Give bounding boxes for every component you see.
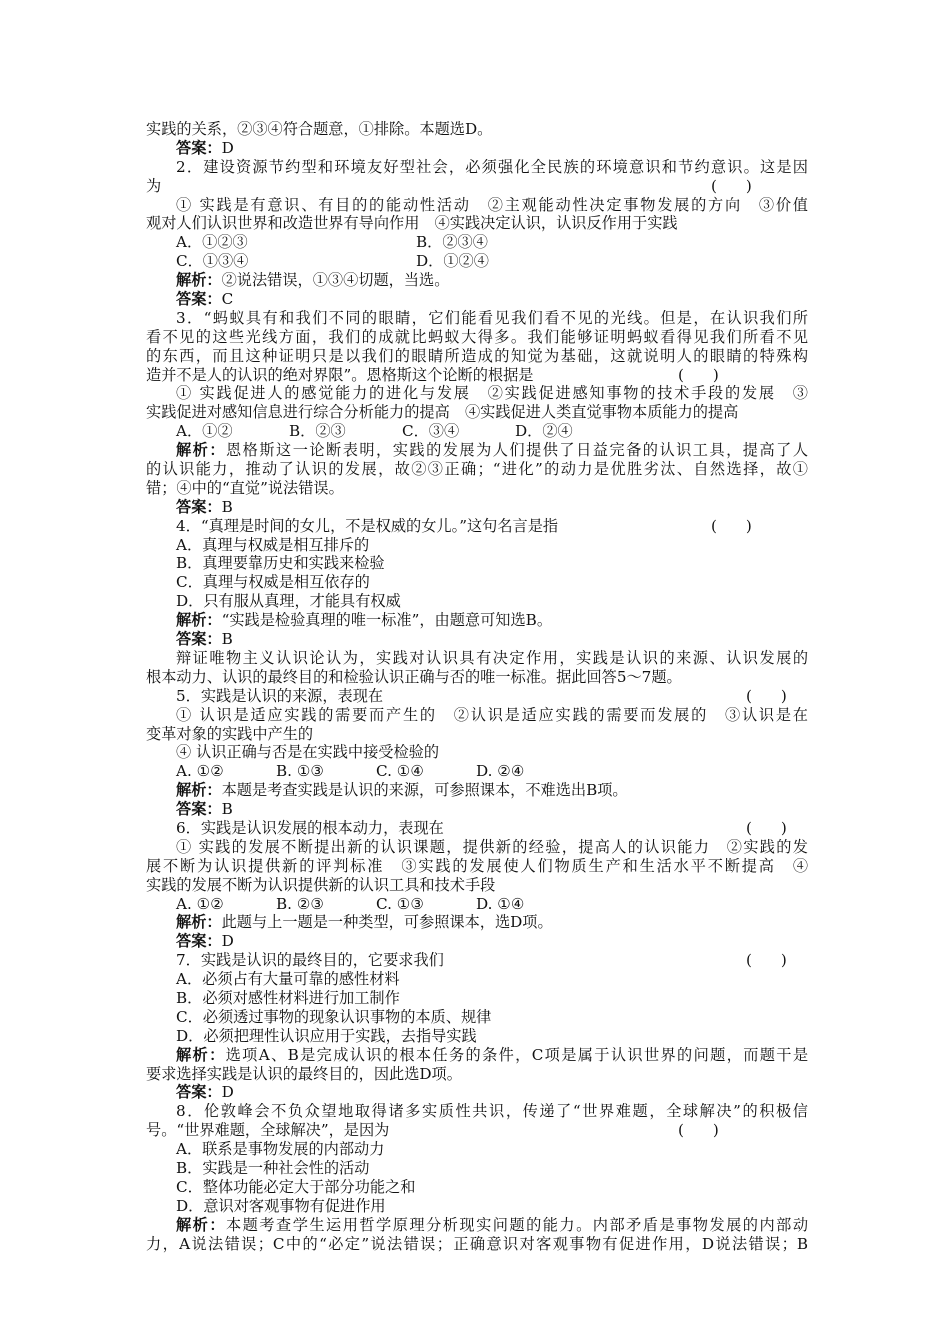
line-text: D — [221, 932, 234, 951]
text-line — [146, 366, 808, 385]
label: 答案： — [176, 630, 222, 649]
line-text: 的认识能力，推动了认识的发展，故②③正确；“进化”的动力是优胜劣汰、自然选择，故① — [146, 460, 808, 479]
label: 解析： — [176, 611, 222, 630]
label: 解析： — [176, 271, 222, 290]
line-text: “实践是检验真理的唯一标准”，由题意可知选B。 — [221, 611, 553, 630]
text-line — [146, 479, 808, 498]
line-text: A．必须占有大量可靠的感性材料 — [176, 970, 400, 989]
line-text: B．必须对感性材料进行加工制作 — [176, 988, 400, 1007]
line-text: D．意识对客观事物有促进作用 — [176, 1196, 386, 1215]
document-page — [146, 120, 808, 1253]
text-line — [146, 139, 808, 158]
text-line — [146, 781, 808, 800]
text-line — [146, 384, 808, 403]
line-text: 7．实践是认识的最终目的，它要求我们 — [176, 951, 444, 970]
text-line — [146, 290, 808, 309]
line-text: A．真理与权威是相互排斥的 — [176, 535, 370, 554]
line-text: ① 实践是有意识、有目的的能动性活动 ②主观能动性决定事物发展的方向 ③价值 — [176, 195, 808, 214]
option: C．③④ — [402, 422, 460, 441]
text-line — [146, 743, 808, 762]
line-text: 变革对象的实践中产生的 — [146, 724, 314, 743]
label: 答案： — [176, 932, 222, 951]
line-text: 根本动力、认识的最终目的和检验认识正确与否的唯一标准。据此回答5～7题。 — [146, 667, 682, 686]
label: 解析： — [176, 1215, 227, 1234]
option: D．①②④ — [416, 252, 489, 271]
line-text: 2．建设资源节约型和环境友好型社会，必须强化全民族的环境意识和节约意识。这是因 — [176, 157, 808, 176]
line-text: 实践的发展不断为认识提供新的认识工具和技术手段 — [146, 875, 496, 894]
text-line — [146, 177, 808, 196]
text-line — [146, 214, 808, 233]
line-text: 本题是考查实践是认识的来源，可参照课本，不难选出B项。 — [221, 781, 628, 800]
line-text: 力，A说法错误；C中的“必定”说法错误；正确意识对客观事物有促进作用，D说法错误；B — [146, 1234, 808, 1253]
text-line — [146, 554, 808, 573]
label: 答案： — [176, 138, 222, 157]
text-line — [146, 573, 808, 592]
text-line — [146, 592, 808, 611]
line-text: B — [221, 800, 233, 819]
line-text: 为 — [146, 176, 162, 195]
line-text: 5．实践是认识的来源，表现在 — [176, 686, 384, 705]
line-text: 错；④中的“直觉”说法错误。 — [146, 478, 344, 497]
line-text: A．联系是事物发展的内部动力 — [176, 1140, 385, 1159]
line-text: C．必须透过事物的现象认识事物的本质、规律 — [176, 1007, 492, 1026]
text-line — [146, 498, 808, 517]
label: 解析： — [176, 441, 227, 460]
label: 答案： — [176, 290, 222, 309]
option: A．①② — [176, 422, 233, 441]
text-line — [146, 970, 808, 989]
line-text: D — [221, 1083, 234, 1102]
line-text: 号。“世界难题，全球解决”，是因为 — [146, 1121, 390, 1140]
line-text: B — [221, 630, 233, 649]
text-line — [146, 422, 808, 441]
text-line — [146, 1235, 808, 1254]
text-line — [146, 649, 808, 668]
text-line — [146, 687, 808, 706]
option: B. ①③ — [276, 762, 325, 781]
option: C. ①④ — [376, 762, 424, 781]
text-line — [146, 1216, 808, 1235]
option: B. ②③ — [276, 894, 325, 913]
text-line — [146, 1159, 808, 1178]
text-line — [146, 800, 808, 819]
line-text: C．真理与权威是相互依存的 — [176, 573, 370, 592]
answer-bracket: ( ) — [678, 1121, 719, 1140]
line-text: 8．伦敦峰会不负众望地取得诸多实质性共识，传递了“世界难题，全球解决”的积极信 — [176, 1102, 808, 1121]
text-line — [146, 1121, 808, 1140]
text-line — [146, 932, 808, 951]
line-text: 要求选择实践是认识的最终目的，因此选D项。 — [146, 1064, 462, 1083]
line-text: 的东西，而且这种证明只是以我们的眼睛所造成的知觉为基础，这就说明人的眼睛的特殊构 — [146, 346, 808, 365]
text-line — [146, 1046, 808, 1065]
label: 答案： — [176, 800, 222, 819]
line-text: ②说法错误，①③④切题，当选。 — [221, 271, 450, 290]
text-line — [146, 819, 808, 838]
text-line — [146, 1065, 808, 1084]
text-line — [146, 1102, 808, 1121]
line-text: B．真理要靠历史和实践来检验 — [176, 554, 385, 573]
line-text: B．实践是一种社会性的活动 — [176, 1158, 370, 1177]
line-text: 实践的关系，②③④符合题意，①排除。本题选D。 — [146, 120, 493, 138]
text-line — [146, 271, 808, 290]
text-line — [146, 403, 808, 422]
text-line — [146, 196, 808, 215]
text-line — [146, 762, 808, 781]
text-line — [146, 309, 808, 328]
line-text: D — [221, 138, 234, 157]
line-text: 造并不是人的认识的绝对界限”。恩格斯这个论断的根据是 — [146, 365, 534, 384]
line-text: ① 认识是适应实践的需要而产生的 ②认识是适应实践的需要而发展的 ③认识是在 — [176, 705, 808, 724]
text-line — [146, 347, 808, 366]
option: A. ①② — [176, 762, 224, 781]
text-line — [146, 630, 808, 649]
line-text: C — [221, 290, 234, 309]
text-line — [146, 725, 808, 744]
option: C. ①③ — [376, 894, 424, 913]
line-text: 3．“蚂蚁具有和我们不同的眼睛，它们能看见我们看不见的光线。但是，在认识我们所 — [176, 308, 808, 327]
line-text: 辩证唯物主义认识论认为，实践对认识具有决定作用，实践是认识的来源、认识发展的 — [176, 648, 808, 667]
label: 解析： — [176, 1045, 226, 1064]
text-line — [146, 328, 808, 347]
text-line — [146, 1008, 808, 1027]
text-line — [146, 536, 808, 555]
answer-bracket: ( ) — [746, 951, 787, 970]
option: B．②③ — [289, 422, 346, 441]
answer-bracket: ( ) — [746, 686, 787, 705]
option: A. ①② — [176, 894, 224, 913]
option: D．②④ — [515, 422, 573, 441]
option: D. ①④ — [476, 894, 525, 913]
line-text: ① 实践促进人的感觉能力的进化与发展 ②实践促进感知事物的技术手段的发展 ③ — [176, 384, 808, 403]
text-line — [146, 876, 808, 895]
answer-bracket: ( ) — [746, 818, 787, 837]
option: A．①②③ — [176, 233, 248, 252]
line-text: 看不见的这些光线方面，我们的成就比蚂蚁大得多。我们能够证明蚂蚁看得见我们所看不见 — [146, 327, 808, 346]
text-line — [146, 913, 808, 932]
text-line — [146, 1083, 808, 1102]
answer-bracket: ( ) — [678, 365, 719, 384]
line-text: 实践促进对感知信息进行综合分析能力的提高 ④实践促进人类直觉事物本质能力的提高 — [146, 403, 739, 422]
text-line — [146, 1197, 808, 1216]
line-text: D．必须把理性认识应用于实践，去指导实践 — [176, 1026, 477, 1045]
line-text: 6．实践是认识发展的根本动力，表现在 — [176, 818, 444, 837]
text-line — [146, 1140, 808, 1159]
label: 解析： — [176, 913, 222, 932]
text-line — [146, 120, 808, 139]
text-line — [146, 158, 808, 177]
line-text: 4．“真理是时间的女儿，不是权威的女儿。”这句名言是指 — [176, 516, 559, 535]
label: 解析： — [176, 781, 222, 800]
text-line — [146, 252, 808, 271]
line-text: ④ 认识正确与否是在实践中接受检验的 — [176, 743, 440, 762]
text-line — [146, 233, 808, 252]
line-text: ① 实践的发展不断提出新的认识课题，提供新的经验，提高人的认识能力 ②实践的发 — [176, 837, 808, 856]
line-text: B — [221, 497, 233, 516]
line-text: 本题考查学生运用哲学原理分析现实问题的能力。内部矛盾是事物发展的内部动 — [226, 1215, 809, 1234]
text-line — [146, 1027, 808, 1046]
text-line — [146, 989, 808, 1008]
option: D. ②④ — [476, 762, 525, 781]
line-text: C．整体功能必定大于部分功能之和 — [176, 1177, 416, 1196]
text-line — [146, 838, 808, 857]
label: 答案： — [176, 497, 222, 516]
line-text: 此题与上一题是一种类型，可参照课本，选D项。 — [221, 913, 553, 932]
line-text: 展不断为认识提供新的评判标准 ③实践的发展使人们物质生产和生活水平不断提高 ④ — [146, 856, 808, 875]
text-line — [146, 668, 808, 687]
text-line — [146, 460, 808, 479]
label: 答案： — [176, 1083, 222, 1102]
text-line — [146, 1178, 808, 1197]
text-line — [146, 611, 808, 630]
line-text: 选项A、B是完成认识的根本任务的条件，C项是属于认识世界的问题，而题干是 — [225, 1045, 809, 1064]
answer-bracket: ( ) — [711, 176, 752, 195]
option: B．②③④ — [416, 233, 488, 252]
text-line — [146, 441, 808, 460]
line-text: D．只有服从真理，才能具有权威 — [176, 592, 401, 611]
option: C．①③④ — [176, 252, 249, 271]
text-line — [146, 857, 808, 876]
answer-bracket: ( ) — [711, 516, 752, 535]
text-line — [146, 517, 808, 536]
text-line — [146, 951, 808, 970]
line-text: 观对人们认识世界和改造世界有导向作用 ④实践决定认识，认识反作用于实践 — [146, 214, 678, 233]
text-line — [146, 706, 808, 725]
text-line — [146, 895, 808, 914]
line-text: 恩格斯这一论断表明，实践的发展为人们提供了日益完备的认识工具，提高了人 — [226, 441, 809, 460]
